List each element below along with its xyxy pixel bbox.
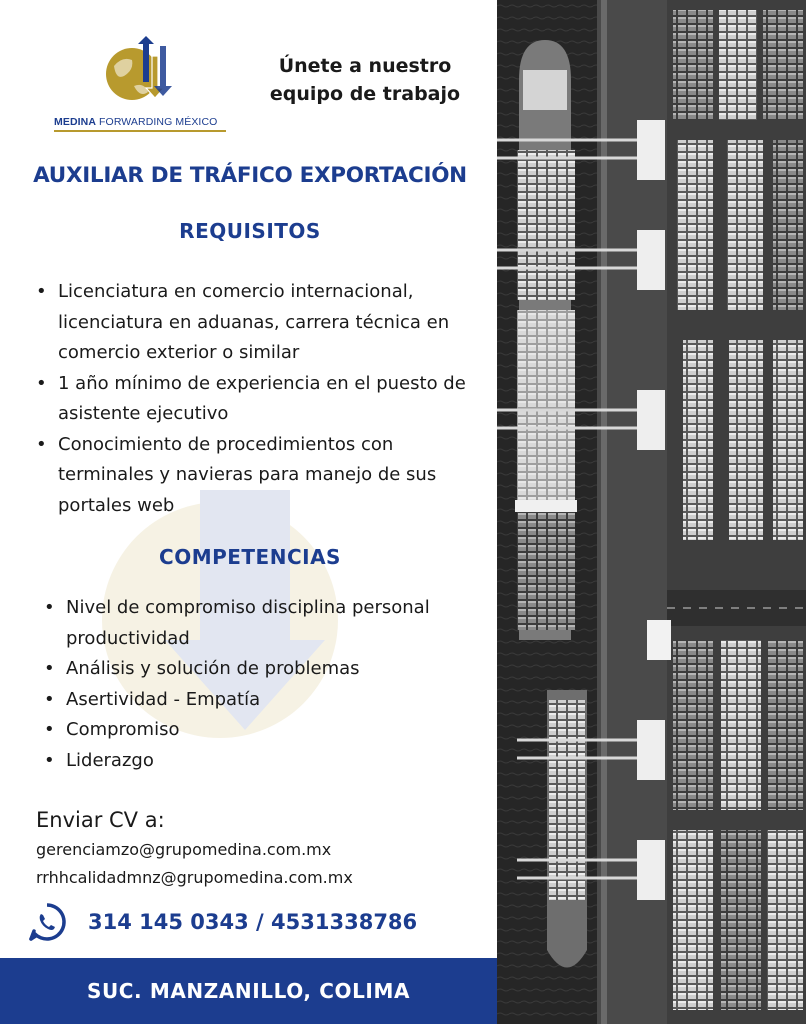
company-name-bold: MEDINA <box>54 116 97 128</box>
job-title: AUXILIAR DE TRÁFICO EXPORTACIÓN <box>33 163 467 188</box>
footer-banner <box>0 958 497 1024</box>
requirements-heading: REQUISITOS <box>179 219 321 243</box>
competencies-heading: COMPETENCIAS <box>159 545 341 569</box>
whatsapp-icon[interactable] <box>26 901 68 943</box>
email-link-1[interactable]: gerenciamzo@grupomedina.com.mx <box>36 840 332 859</box>
company-name-rest: FORWARDING MÉXICO <box>96 116 218 128</box>
list-item: • Compromiso <box>44 715 464 746</box>
list-item: • Nivel de compromiso disciplina personal productividad <box>44 593 464 654</box>
company-logo <box>50 36 232 136</box>
globe-arrows-logo-icon <box>104 36 174 110</box>
requirements-list <box>36 277 486 521</box>
phone-contact <box>26 900 417 944</box>
competencies-list <box>44 593 464 776</box>
email-link-2[interactable]: rrhhcalidadmnz@grupomedina.com.mx <box>36 868 353 887</box>
list-item: • Liderazgo <box>44 746 464 777</box>
list-item: • Licenciatura en comercio internacional, licenciatura en aduanas, carrera técnica en comercio exterior o similar <box>36 277 486 369</box>
list-item: • Conocimiento de procedimientos con terminales y navieras para manejo de sus portales web <box>36 430 486 522</box>
branch-location: SUC. MANZANILLO, COLIMA <box>86 979 411 1003</box>
logo-underline <box>54 130 226 132</box>
company-name <box>54 116 234 128</box>
list-item: • 1 año mínimo de experiencia en el puesto de asistente ejecutivo <box>36 369 486 430</box>
join-team-tagline: Únete a nuestro equipo de trabajo <box>269 55 461 105</box>
list-item: • Asertividad - Empatía <box>44 685 464 716</box>
send-cv-label: Enviar CV a: <box>36 808 165 832</box>
list-item: • Análisis y solución de problemas <box>44 654 464 685</box>
phone-numbers[interactable]: 314 145 0343 / 4531338786 <box>88 910 418 934</box>
port-aerial-image <box>497 0 806 1024</box>
port-aerial-photo <box>497 0 806 1024</box>
